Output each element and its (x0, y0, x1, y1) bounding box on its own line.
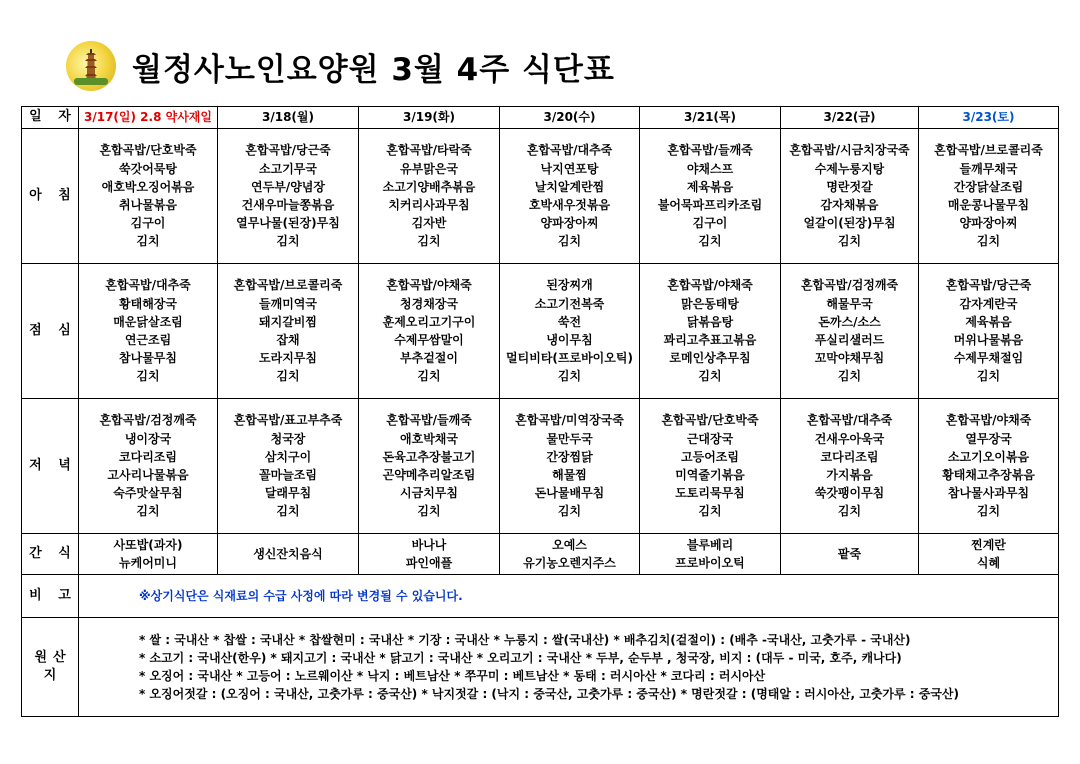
menu-item: 김치 (417, 504, 441, 519)
menu-item: 김구이 (692, 216, 728, 231)
meal-cell (781, 129, 919, 264)
snack-cell (79, 534, 218, 575)
snack-item: 뉴케어미니 (119, 556, 177, 570)
meal-cell (500, 399, 640, 534)
menu-item: 연두부/양념장 (251, 179, 325, 194)
menu-item: 야채스프 (686, 161, 734, 176)
menu-item: 혼합곡밥/대추죽 (105, 278, 191, 293)
menu-item: 혼합곡밥/단호박죽 (661, 413, 759, 428)
menu-item: 김치 (557, 369, 582, 384)
meal-label: 아 침 (22, 129, 79, 264)
menu-item: 치커리사과무침 (388, 198, 470, 212)
menu-item: 제육볶음 (965, 314, 1012, 329)
meal-cell (359, 399, 500, 534)
menu-item: 감자채볶음 (820, 198, 879, 212)
menu-item: 혼합곡밥/단호박죽 (99, 143, 197, 158)
menu-item: 닭볶음탕 (686, 314, 734, 329)
menu-item: 혼합곡밥/들깨죽 (667, 143, 753, 158)
menu-item: 건새우아욱국 (814, 431, 885, 446)
menu-item: 소고기무국 (259, 161, 317, 176)
menu-item: 양파장아찌 (540, 216, 599, 231)
note-text: ※상기식단은 식재료의 수급 사정에 따라 변경될 수 있습니다. (79, 575, 1059, 618)
meal-row (22, 399, 1059, 534)
meal-cell (640, 399, 781, 534)
menu-item: 김치 (557, 234, 582, 249)
menu-item: 날치알계란찜 (534, 179, 605, 194)
menu-item: 혼합곡밥/표고부추죽 (233, 413, 343, 428)
origin-cell (79, 618, 1059, 717)
menu-item: 냉이무침 (546, 333, 593, 347)
snack-item: 식혜 (976, 556, 1001, 570)
menu-item: 김치 (837, 504, 862, 519)
menu-item: 혼합곡밥/야채죽 (386, 278, 472, 293)
menu-item: 건새우마늘쫑볶음 (241, 198, 335, 212)
menu-item: 들깨미역국 (259, 296, 317, 311)
menu-item: 황태해장국 (119, 296, 177, 311)
menu-item: 소고기오이볶음 (947, 449, 1030, 464)
menu-item: 김치 (698, 234, 722, 249)
menu-item: 혼합곡밥/당근죽 (245, 143, 331, 158)
menu-item: 수제무채절임 (953, 351, 1024, 366)
menu-item: 꽈리고추표고볶음 (663, 333, 757, 347)
menu-item: 매운콩나물무침 (947, 198, 1030, 212)
menu-item: 혼합곡밥/검정깨죽 (99, 413, 197, 428)
meal-cell (500, 264, 640, 399)
menu-item: 간장찜닭 (546, 449, 593, 464)
meal-row (22, 264, 1059, 399)
menu-item: 코다리조림 (820, 449, 879, 464)
menu-item: 돼지갈비찜 (259, 314, 317, 329)
menu-item: 참나물무침 (119, 351, 177, 366)
menu-item: 명란젓갈 (826, 179, 873, 194)
snack-item: 파인애플 (405, 556, 453, 570)
menu-item: 로메인상추무침 (669, 351, 751, 366)
menu-item: 들깨무채국 (959, 161, 1018, 176)
menu-item: 수제무쌈말이 (394, 333, 464, 347)
menu-item: 김치 (698, 504, 722, 519)
date-header: 3/21(목) (640, 107, 781, 129)
menu-item: 김치 (276, 369, 300, 384)
snack-item: 사또밥(과자) (113, 537, 183, 552)
menu-item: 혼합곡밥/브로콜리죽 (233, 278, 343, 293)
menu-item: 김치 (276, 504, 300, 519)
note-label: 비 고 (22, 575, 79, 618)
menu-item: 김치 (698, 369, 722, 384)
meal-cell (500, 129, 640, 264)
menu-item: 애호박채국 (400, 431, 458, 446)
snack-item: 찐계란 (971, 537, 1006, 552)
meal-cell (919, 129, 1059, 264)
meal-cell (640, 129, 781, 264)
note-row (22, 575, 1059, 618)
menu-item: 김치 (136, 369, 160, 384)
menu-item: 돈까스/소스 (818, 314, 881, 329)
snack-item: 팥죽 (837, 546, 862, 561)
menu-item: 소고기양배추볶음 (382, 179, 476, 194)
menu-item: 부추겉절이 (400, 351, 458, 366)
menu-item: 열무나물(된장)무침 (236, 216, 340, 231)
menu-item: 김치 (837, 234, 862, 249)
menu-item: 해물찜 (552, 468, 587, 482)
origin-row (22, 618, 1059, 717)
menu-item: 불어묵파프리카조림 (657, 198, 763, 212)
menu-item: 김치 (976, 369, 1001, 384)
menu-item: 혼합곡밥/타락죽 (386, 143, 472, 158)
menu-item: 꼴마늘조림 (259, 468, 317, 482)
meal-cell (640, 264, 781, 399)
snack-item: 바나나 (411, 537, 447, 552)
meal-cell (218, 264, 359, 399)
meal-row (22, 129, 1059, 264)
snack-cell (919, 534, 1059, 575)
snack-item: 프로바이오틱 (675, 556, 745, 570)
meal-cell (218, 399, 359, 534)
menu-item: 머위나물볶음 (953, 333, 1024, 347)
page-header (66, 38, 615, 94)
day-label: 일 자 (22, 107, 79, 129)
menu-item: 시금치무침 (400, 486, 458, 501)
menu-item: 김구이 (130, 216, 166, 231)
menu-item: 도토리묵무침 (675, 486, 745, 501)
meal-cell (919, 399, 1059, 534)
menu-item: 낙지연포탕 (540, 161, 599, 176)
menu-item: 김치 (136, 234, 160, 249)
menu-item: 고등어조림 (681, 449, 739, 464)
menu-item: 고사리나물볶음 (107, 468, 189, 482)
menu-item: 된장찌개 (546, 278, 593, 293)
origin-line: * 오징어 : 국내산 * 고등어 : 노르웨이산 * 낙지 : 베트남산 * 쭈꾸미 : 베트남산 * 동태 : 러시아산 * 코다리 : 러시아산 (139, 669, 766, 683)
menu-item: 얼갈이(된장)무침 (803, 216, 896, 231)
menu-item: 양파장아찌 (959, 216, 1018, 231)
menu-item: 혼합곡밥/대추죽 (806, 413, 893, 428)
menu-item: 쑥갓팽이무침 (814, 486, 885, 501)
meal-cell (218, 129, 359, 264)
menu-item: 청경채장국 (400, 296, 458, 311)
origin-line: * 소고기 : 국내산(한우) * 돼지고기 : 국내산 * 닭고기 : 국내산 * 오리고기 : 국내산 * 두부, 순두부 , 청국장, 비지 : (대두 - 미국, 호주, 캐나다) (139, 650, 902, 665)
menu-item: 쑥갓어묵탕 (119, 161, 177, 176)
meal-cell (79, 264, 218, 399)
menu-item: 제육볶음 (686, 179, 734, 194)
meal-label: 점 심 (22, 264, 79, 399)
menu-item: 참나물사과무침 (947, 486, 1030, 501)
menu-item: 돈나물배무침 (534, 486, 605, 501)
menu-item: 간장닭살조림 (953, 179, 1024, 194)
menu-item: 해물무국 (826, 296, 873, 311)
menu-item: 쑥전 (557, 314, 582, 329)
menu-item: 김치 (557, 504, 582, 519)
menu-item: 잡채 (276, 333, 300, 347)
meal-cell (781, 264, 919, 399)
menu-item: 김자반 (411, 216, 447, 231)
menu-item: 혼합곡밥/야채죽 (945, 413, 1032, 428)
menu-item: 돈육고추장불고기 (382, 449, 476, 464)
snack-cell (500, 534, 640, 575)
menu-item: 푸실리샐러드 (814, 333, 885, 347)
date-header: 3/17(일) 2.8 약사재일 (79, 107, 218, 129)
menu-item: 물만두국 (546, 431, 593, 446)
menu-item: 곤약메추리알조림 (382, 468, 476, 482)
menu-item: 김치 (976, 504, 1001, 519)
menu-item: 김치 (837, 369, 862, 384)
meal-cell (79, 399, 218, 534)
date-header: 3/18(월) (218, 107, 359, 129)
menu-item: 멀티비타(프로바이오틱) (506, 351, 633, 366)
snack-cell (781, 534, 919, 575)
date-header: 3/22(금) (781, 107, 919, 129)
menu-item: 매운닭살조림 (113, 314, 183, 329)
meal-cell (79, 129, 218, 264)
meal-cell (919, 264, 1059, 399)
meal-label: 저 녁 (22, 399, 79, 534)
menu-item: 냉이장국 (124, 431, 172, 446)
origin-line: * 쌀 : 국내산 * 찹쌀 : 국내산 * 찹쌀현미 : 국내산 * 기장 : 국내산 * 누룽지 : 쌀(국내산) * 배추김치(겉절이) : (배추 -국내산, 고춧가루 - 국내산) (139, 632, 911, 647)
menu-item: 유부맑은국 (400, 161, 458, 176)
menu-item: 연근조림 (124, 333, 172, 347)
menu-item: 혼합곡밥/브로콜리죽 (934, 143, 1043, 158)
menu-item: 김치 (276, 234, 300, 249)
menu-item: 도라지무침 (259, 351, 317, 366)
page-title: 월정사노인요양원 3월 4주 식단표 (132, 51, 615, 88)
snack-cell (359, 534, 500, 575)
menu-item: 미역줄기볶음 (675, 468, 745, 482)
menu-item: 혼합곡밥/야채죽 (667, 278, 753, 293)
menu-item: 삼치구이 (264, 449, 312, 464)
snack-item: 생신잔치음식 (253, 546, 323, 561)
menu-item: 수제누룽지탕 (814, 161, 885, 176)
menu-item: 혼합곡밥/미역장국죽 (515, 413, 624, 428)
meal-cell (359, 264, 500, 399)
menu-item: 혼합곡밥/시금치장국죽 (789, 143, 910, 158)
menu-item: 황태채고추장볶음 (942, 468, 1035, 482)
snack-item: 유기농오렌지주스 (523, 556, 616, 570)
menu-item: 가지볶음 (826, 468, 873, 482)
menu-item: 취나물볶음 (119, 198, 177, 212)
meal-cell (359, 129, 500, 264)
snack-row (22, 534, 1059, 575)
date-header: 3/19(화) (359, 107, 500, 129)
snack-cell (218, 534, 359, 575)
date-header: 3/20(수) (500, 107, 640, 129)
menu-item: 소고기전복죽 (534, 296, 605, 311)
snack-cell (640, 534, 781, 575)
date-header: 3/23(토) (919, 107, 1059, 129)
menu-item: 혼합곡밥/들깨죽 (386, 413, 472, 428)
menu-item: 혼합곡밥/대추죽 (526, 143, 613, 158)
meal-plan-table (21, 106, 1059, 717)
meal-cell (781, 399, 919, 534)
menu-item: 혼합곡밥/당근죽 (945, 278, 1032, 293)
menu-item: 김치 (417, 369, 441, 384)
menu-item: 애호박오징어볶음 (101, 179, 195, 194)
menu-item: 호박새우젓볶음 (528, 198, 611, 212)
menu-item: 훈제오리고기구이 (382, 314, 476, 329)
date-header-row (22, 107, 1059, 129)
menu-item: 숙주맛살무침 (113, 486, 183, 501)
menu-item: 근대장국 (686, 431, 734, 446)
snack-item: 블루베리 (686, 537, 734, 552)
menu-item: 열무장국 (965, 431, 1012, 446)
temple-logo-icon (66, 41, 116, 91)
menu-item: 감자계란국 (959, 296, 1018, 311)
origin-label: 원산지 (22, 618, 79, 717)
menu-item: 맑은동태탕 (681, 296, 739, 311)
menu-item: 혼합곡밥/검정깨죽 (800, 278, 899, 293)
snack-item: 오예스 (552, 537, 587, 552)
menu-item: 청국장 (270, 431, 306, 446)
menu-item: 코다리조림 (119, 449, 177, 464)
menu-item: 김치 (136, 504, 160, 519)
origin-line: * 오징어젓갈 : (오징어 : 국내산, 고춧가루 : 중국산) * 낙지젓갈 : (낙지 : 중국산, 고춧가루 : 중국산) * 명란젓갈 : (명태알 : 러시아산, 고춧가루 : 중국산) (139, 687, 960, 702)
menu-item: 김치 (417, 234, 441, 249)
menu-item: 달래무침 (264, 486, 312, 501)
snack-label: 간 식 (22, 534, 79, 575)
menu-item: 김치 (976, 234, 1001, 249)
menu-item: 꼬막야채무침 (814, 351, 885, 366)
